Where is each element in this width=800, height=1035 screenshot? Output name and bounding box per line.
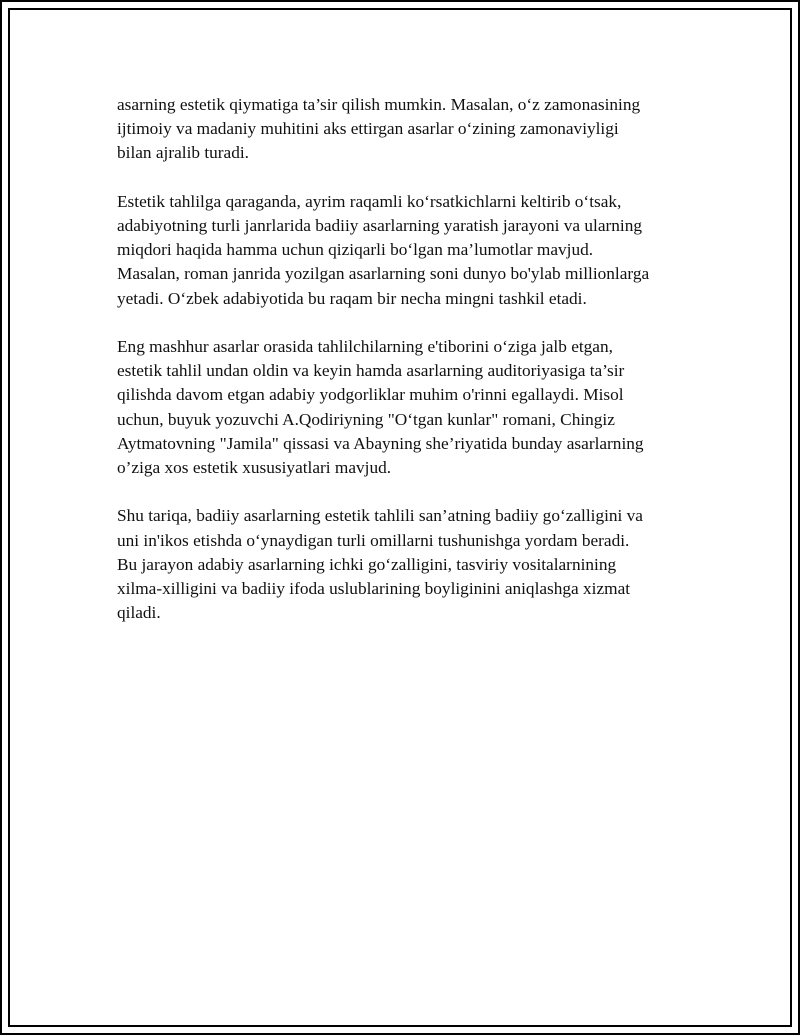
document-body [117,93,697,650]
paragraph-line: adabiyotning turli janrlarida badiiy asarlarning yaratish jarayoni va ularning [117,216,642,235]
paragraph-line: uni in'ikos etishda o‘ynaydigan turli omillarni tushunishga yordam beradi. [117,530,630,550]
paragraph-line: Estetik tahlilga qaraganda, ayrim raqamli ko‘rsatkichlarni keltirib o‘tsak, [117,191,622,211]
paragraph-line: o’ziga xos estetik xususiyatlari mavjud. [117,458,392,478]
paragraph-line: qilishda davom etgan adabiy yodgorliklar muhim o'rinni egallaydi. Misol [117,385,624,405]
paragraph-line: Aytmatovning "Jamila" qissasi va Abayning she’riyatida bunday asarlarning [117,433,644,453]
paragraph-3 [117,335,697,480]
paragraph-2 [117,190,697,311]
paragraph-1 [117,93,697,166]
paragraph-4 [117,504,697,625]
paragraph-line: qiladi. [117,603,161,623]
paragraph-line: Shu tariqa, badiiy asarlarning estetik tahlili san’atning badiiy go‘zalligini va [117,506,643,526]
paragraph-line: ijtimoiy va madaniy muhitini aks ettirgan asarlar o‘zining zamonaviyligi [117,119,619,139]
paragraph-line: Eng mashhur asarlar orasida tahlilchilarning e'tiborini o‘ziga jalb etgan, [117,337,613,356]
paragraph-line: Masalan, roman janrida yozilgan asarlarning soni dunyo bo'ylab millionlarga [117,264,650,284]
paragraph-line: yetadi. O‘zbek adabiyotida bu raqam bir necha mingni tashkil etadi. [117,288,587,308]
paragraph-line: estetik tahlil undan oldin va keyin hamda asarlarning auditoriyasiga ta’sir [117,361,625,381]
paragraph-line: miqdori haqida hamma uchun qiziqarli bo‘lgan ma’lumotlar mavjud. [117,240,594,260]
paragraph-line: uchun, buyuk yozuvchi A.Qodiriyning "O‘tgan kunlar" romani, Chingiz [117,409,615,429]
paragraph-line: Bu jarayon adabiy asarlarning ichki go‘zalligini, tasviriy vositalarnining [117,554,617,574]
paragraph-line: asarning estetik qiymatiga ta’sir qilish mumkin. Masalan, o‘z zamonasining [117,95,641,114]
paragraph-line: bilan ajralib turadi. [117,143,249,163]
paragraph-line: xilma-xilligini va badiiy ifoda uslublarining boyliginini aniqlashga xizmat [117,579,631,599]
